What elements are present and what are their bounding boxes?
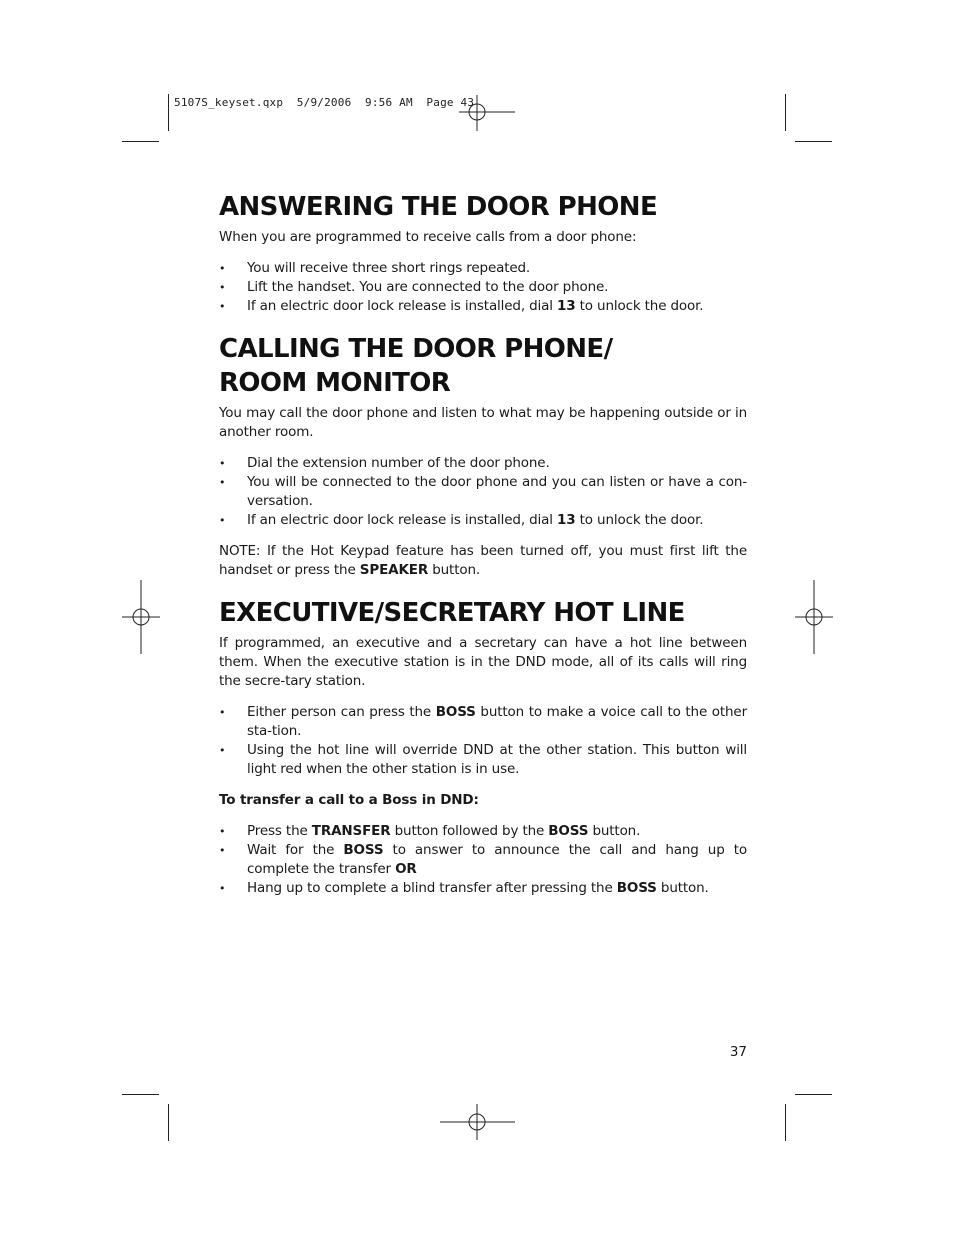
bullet-icon: •: [219, 300, 226, 313]
list-item: • If an electric door lock release is installed, dial 13 to unlock the door.: [219, 512, 704, 528]
subheading: To transfer a call to a Boss in DND:: [219, 792, 479, 808]
bullet-icon: •: [219, 457, 226, 470]
section-intro: When you are programmed to receive calls from a door phone:: [219, 229, 637, 245]
bullet-icon: •: [219, 476, 226, 489]
section-heading-calling-door-phone: CALLING THE DOOR PHONE/ ROOM MONITOR: [219, 334, 613, 398]
bullet-list: [219, 703, 747, 779]
bullet-icon: •: [219, 262, 226, 275]
crop-mark: [168, 1104, 169, 1141]
list-item: • Press the TRANSFER button followed by the BOSS button.: [219, 823, 641, 839]
list-item: • Lift the handset. You are connected to the door phone.: [219, 279, 609, 295]
bullet-list: [219, 454, 747, 530]
page-content: [219, 190, 747, 898]
list-item: • Using the hot line will override DND at the other station. This button will light red when the other station is in use.: [219, 742, 747, 777]
registration-mark-icon: [459, 95, 515, 131]
registration-mark-icon: [440, 1104, 515, 1140]
bullet-icon: •: [219, 882, 226, 895]
bullet-icon: •: [219, 744, 226, 757]
bullet-icon: •: [219, 844, 226, 857]
list-item: • Hang up to complete a blind transfer after pressing the BOSS button.: [219, 880, 709, 896]
list-item: • If an electric door lock release is installed, dial 13 to unlock the door.: [219, 298, 704, 314]
bullet-list: [219, 259, 747, 316]
crop-mark: [122, 141, 159, 142]
bullet-icon: •: [219, 514, 226, 527]
crop-mark: [795, 1094, 832, 1095]
list-item: • Either person can press the BOSS button to make a voice call to the other sta-tion.: [219, 704, 747, 739]
crop-mark: [785, 1104, 786, 1141]
bullet-list: [219, 822, 747, 898]
list-item: • Wait for the BOSS to answer to announce the call and hang up to complete the transfer OR: [219, 842, 747, 877]
crop-mark: [795, 141, 832, 142]
crop-mark: [168, 94, 169, 131]
list-item: • Dial the extension number of the door phone.: [219, 455, 550, 471]
list-item: • You will be connected to the door phone and you can listen or have a con-versation.: [219, 474, 747, 509]
bullet-icon: •: [219, 281, 226, 294]
section-intro: If programmed, an executive and a secretary can have a hot line between them. When the executive station is in the DND mode, all of its calls will ring the secre-tary station.: [219, 635, 747, 689]
registration-mark-icon: [122, 580, 160, 654]
page-number: 37: [729, 1044, 747, 1060]
section-heading-hot-line: EXECUTIVE/SECRETARY HOT LINE: [219, 598, 685, 628]
crop-mark: [785, 94, 786, 131]
section-intro: You may call the door phone and listen to what may be happening outside or in another room.: [219, 405, 747, 440]
list-item: • You will receive three short rings repeated.: [219, 260, 531, 276]
bullet-icon: •: [219, 706, 226, 719]
note-text: NOTE: If the Hot Keypad feature has been turned off, you must first lift the handset or press the SPEAKER button.: [219, 543, 747, 578]
section-heading-answering-door-phone: ANSWERING THE DOOR PHONE: [219, 192, 658, 222]
bullet-icon: •: [219, 825, 226, 838]
file-slug: 5107S_keyset.qxp 5/9/2006 9:56 AM Page 43: [174, 96, 475, 109]
registration-mark-icon: [795, 580, 833, 654]
crop-mark: [122, 1094, 159, 1095]
